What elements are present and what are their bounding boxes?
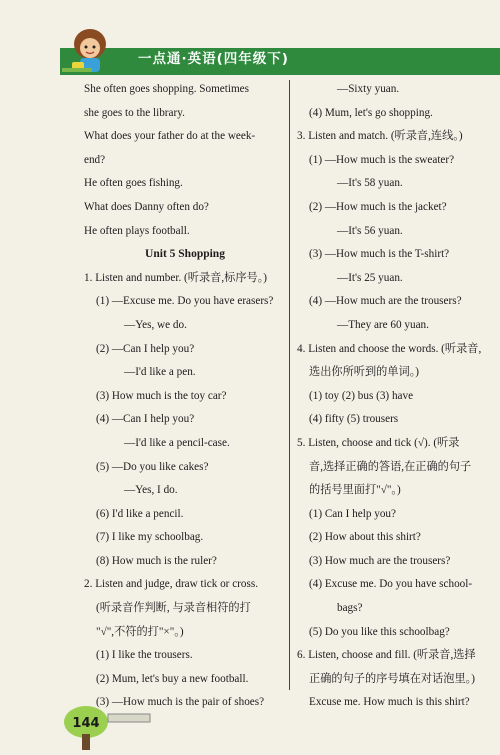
left-text-line: —Yes, we do.: [124, 318, 187, 331]
left-text-line: (4) —Can I help you?: [96, 413, 195, 426]
right-text-line: (4) Excuse me. Do you have school-: [309, 578, 473, 591]
right-text-line: (4) —How much are the trousers?: [309, 295, 462, 308]
right-text-line: —It's 56 yuan.: [337, 224, 403, 237]
header-title: 一点通·英语(四年级下): [138, 51, 289, 67]
left-text-line: She often goes shopping. Sometimes: [84, 83, 250, 95]
right-text-line: (2) How about this shirt?: [309, 531, 421, 544]
left-text-line: What does Danny often do?: [84, 200, 209, 213]
left-text-line: she goes to the library.: [84, 106, 185, 119]
left-text-line: (6) I'd like a pencil.: [96, 507, 184, 520]
left-text-line: (2) Mum, let's buy a new football.: [96, 672, 249, 685]
left-text-line: (听录音作判断, 与录音相符的打: [96, 602, 251, 615]
right-text-line: (3) How much are the trousers?: [309, 554, 451, 567]
right-text-line: 的括号里面打"√"。): [309, 484, 401, 497]
right-text-line: —It's 58 yuan.: [337, 177, 403, 190]
right-text-line: (4) fifty (5) trousers: [309, 413, 399, 426]
right-text-line: 5. Listen, choose and tick (√). (听录: [297, 436, 460, 449]
page-header: [0, 0, 500, 80]
right-text-line: Excuse me. How much is this shirt?: [309, 696, 470, 709]
page-number: 144: [72, 716, 100, 731]
page-number-badge: [60, 700, 160, 755]
right-text-line: 音,选择正确的答语,在正确的句子: [309, 460, 472, 473]
left-text-line: —I'd like a pen.: [124, 366, 196, 379]
left-text-line: —Yes, I do.: [124, 484, 178, 497]
left-text-line: (1) I like the trousers.: [96, 649, 193, 662]
right-text-line: (1) Can I help you?: [309, 507, 396, 520]
right-text-line: bags?: [337, 602, 363, 615]
left-text-line: (3) How much is the toy car?: [96, 389, 227, 402]
right-text-line: (1) —How much is the sweater?: [309, 153, 455, 166]
left-text-line: (5) —Do you like cakes?: [96, 460, 209, 473]
mascot-illustration: [50, 18, 130, 78]
right-text-line: (4) Mum, let's go shopping.: [309, 106, 433, 119]
left-text-line: 2. Listen and judge, draw tick or cross.: [84, 578, 258, 591]
left-text-line: (7) I like my schoolbag.: [96, 531, 204, 544]
right-text-line: 6. Listen, choose and fill. (听录音,选择: [297, 649, 476, 662]
left-column: [84, 78, 286, 715]
right-text-line: 3. Listen and match. (听录音,连线。): [297, 130, 463, 143]
left-text-line: 1. Listen and number. (听录音,标序号。): [84, 271, 268, 284]
left-text-line: (8) How much is the ruler?: [96, 554, 217, 567]
left-text-line: (3) —How much is the pair of shoes?: [96, 696, 265, 709]
right-text-line: (1) toy (2) bus (3) have: [309, 389, 414, 402]
left-text-line: Unit 5 Shopping: [145, 248, 225, 261]
right-text-line: (5) Do you like this schoolbag?: [309, 625, 450, 638]
right-text-line: (2) —How much is the jacket?: [309, 200, 447, 213]
left-text-line: (1) —Excuse me. Do you have erasers?: [96, 295, 274, 308]
right-text-line: —It's 25 yuan.: [337, 271, 403, 284]
right-text-line: 选出你所听到的单词。): [309, 366, 420, 379]
left-text-line: What does your father do at the week-: [84, 130, 256, 143]
left-text-line: He often plays football.: [84, 224, 190, 237]
right-column: [297, 78, 497, 715]
left-text-line: He often goes fishing.: [84, 177, 183, 190]
left-text-line: end?: [84, 153, 106, 166]
right-text-line: —They are 60 yuan.: [337, 318, 429, 331]
left-text-line: (2) —Can I help you?: [96, 342, 195, 355]
right-text-line: 4. Listen and choose the words. (听录音,: [297, 342, 482, 355]
left-text-line: "√",不符的打"×"。): [96, 625, 184, 638]
right-text-line: —Sixty yuan.: [337, 83, 400, 95]
column-divider: [289, 80, 290, 690]
right-text-line: 正确的句子的序号填在对话泡里。): [309, 672, 475, 685]
left-text-line: —I'd like a pencil-case.: [124, 436, 230, 449]
right-text-line: (3) —How much is the T-shirt?: [309, 248, 450, 261]
